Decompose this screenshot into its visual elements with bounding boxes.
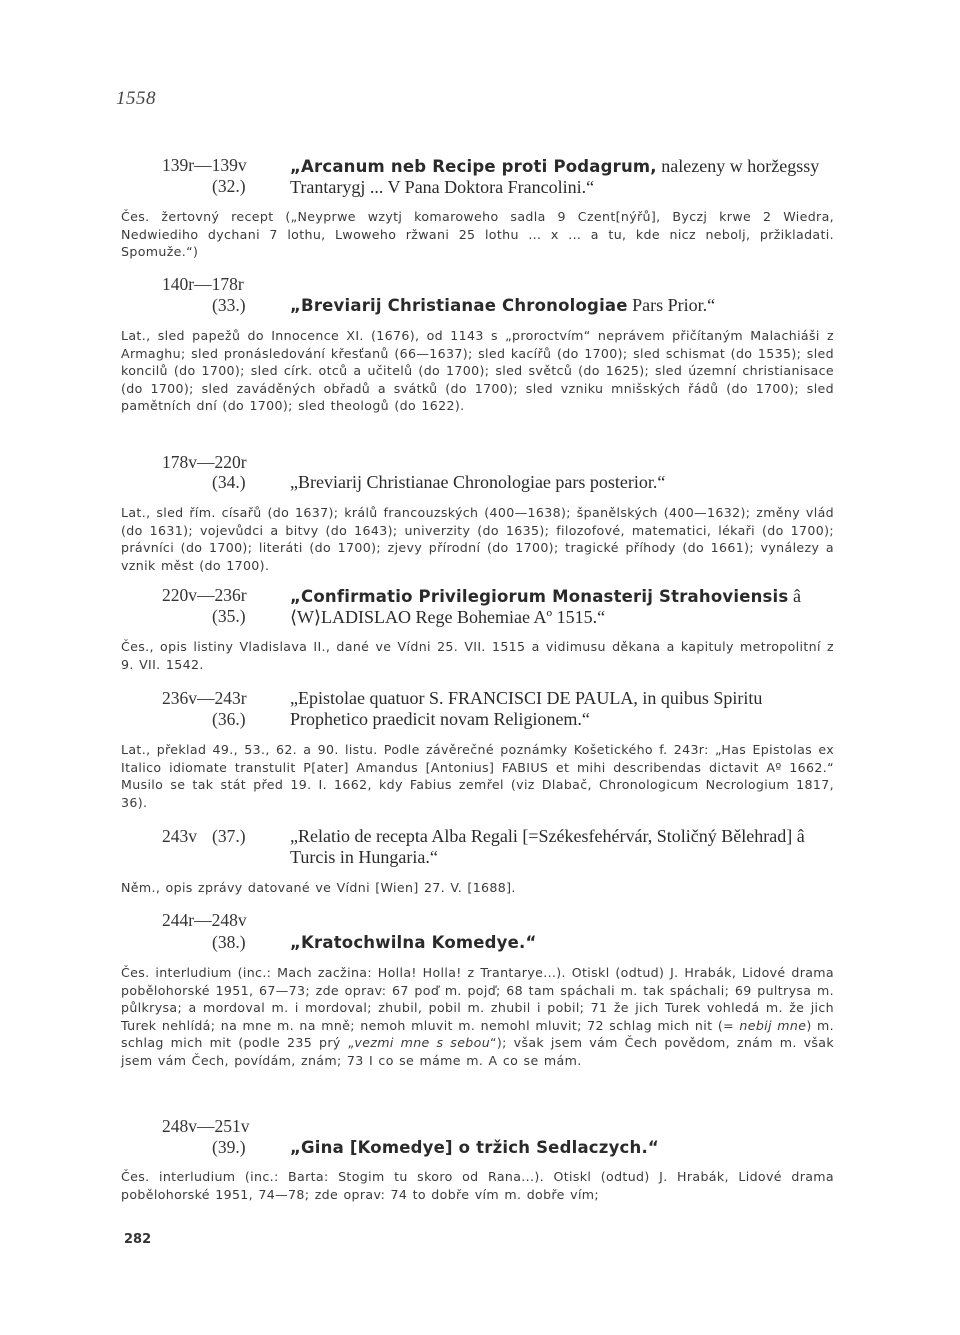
entry-description: Lat., sled papežů do Innocence XI. (1676), od 1143 s „proroctvím“ neprávem přičítaným Malachiáši z Armaghu; sled pronásledování křesťanů (66—1637); sled kacířů (do 1700); sled schismat (do 1535); sled koncilů (do 1700); sled círk. otců a učitelů (do 1700); sled světců (do 1625); sled územní christianisace (do 1700); sled zaváděných obřadů a svátků (do 1700); sled vzniku mnišských řádů (do 1700); sled pamětních dní (do 1700); sled theologů (do 1622). <box>121 328 834 413</box>
entry-description-part: Čes. interludium (inc.: Mach zacžina: Holla! Holla! z Trantarye...). Otiskl (odtud) J. Hrabák, Lidové drama pobělohorské 1951, 67—73; zde oprav: 67 poď m. pojď; 68 tam spáchali m. tak spáchali; 69 pultrysa m. půlkrysa; a mordoval m. i mordoval; zhubil, pobil m. zhubil i pobil; 71 že jich Turek vohledá m. že jich Turek nehlídá; na mne m. na mně; nemoh mluvit m. nemohl mluvit; 72 schlag mich nit (= <box>121 965 834 1033</box>
entry-ref-folios: 220v—236r <box>162 585 247 605</box>
entry-ref-number: (37.) <box>212 826 246 846</box>
entry-ref-folios: 139r—139v <box>162 155 247 175</box>
entry-title <box>290 1137 835 1158</box>
entry-title <box>290 932 835 953</box>
entry-description: Čes., opis listiny Vladislava II., dané ve Vídni 25. VII. 1515 a vidimusu děkana a kapituly metropolitní z 9. VII. 1542. <box>121 639 834 672</box>
entry-ref-folios: 244r—248v <box>162 910 247 930</box>
entry-title <box>290 586 835 628</box>
entry-title <box>290 295 835 316</box>
entry-title-bold: „Confirmatio Privilegiorum Monasterij Strahoviensis <box>290 587 789 606</box>
entry-description-italic: vezmi mne s sebou <box>354 1035 491 1050</box>
entry-title <box>290 156 835 198</box>
entry-description-part: “); však jsem vám Čech povědom, znám m. však jsem vám Čech, povídám, znám; 73 I co se máme m. A co se mám. <box>121 1035 834 1068</box>
entry-title <box>290 826 838 868</box>
entry-description <box>121 964 834 1069</box>
entry-description: Čes. interludium (inc.: Barta: Stogim tu skoro od Rana...). Otiskl (odtud) J. Hrabák, Lidové drama pobělohorské 1951, 74—78; zde oprav: 74 to dobře vím m. dobře vím; <box>121 1169 834 1202</box>
entry-ref-number: (32.) <box>212 176 246 196</box>
entry-title-bold: „Breviarij Christianae Chronologiae <box>290 296 628 315</box>
entry-title-rest: „Relatio de recepta Alba Regali [=Székesfehérvár, Stoličný Bělehrad] â Turcis in Hungaria.“ <box>290 826 805 867</box>
entry-title <box>290 688 840 730</box>
entry-title-rest: Pars Prior.“ <box>627 295 716 315</box>
page-number: 1558 <box>116 88 156 109</box>
entry-ref-number: (39.) <box>212 1137 246 1157</box>
entry-description: Lat., sled řím. císařů (do 1637); králů francouzských (400—1638); španělských (400—1632); změny vlád (do 1631); vojevůdci a bitvy (do 1643); univerzity (do 1635); filozofové, matematici, lékaři (do 1700); právníci (do 1700); literáti (do 1700); zjevy přírodní (do 1700); tragické příhody (do 1661); vynálezy a vznik měst (do 1700). <box>121 505 834 573</box>
entry-description-part: ) m. schlag mich mit (podle 235 prý „ <box>121 1017 834 1050</box>
entry-ref-number: (34.) <box>212 472 246 492</box>
entry-ref-folios: 178v—220r <box>162 452 247 472</box>
entry-ref-folios: 236v—243r <box>162 688 247 708</box>
entry-ref-folios: 248v—251v <box>162 1116 250 1136</box>
entry-ref-number: (36.) <box>212 709 246 729</box>
entry-title-rest: „Breviarij Christianae Chronologiae pars posterior.“ <box>290 472 666 492</box>
entry-title-bold: „Kratochwilna Komedye.“ <box>290 933 537 952</box>
entry-description: Něm., opis zprávy datované ve Vídni [Wien] 27. V. [1688]. <box>121 880 516 895</box>
entry-ref-number: (33.) <box>212 295 246 315</box>
entry-ref-folios: 243v <box>162 826 197 846</box>
entry-title-rest: nalezeny w horžegssy Trantarygj ... V Pana Doktora Francolini.“ <box>290 156 820 197</box>
entry-ref-number: (35.) <box>212 606 246 626</box>
entry-title-rest: â ⟨W⟩LADISLAO Rege Bohemiae Aº 1515.“ <box>290 586 801 627</box>
entry-title-rest: „Epistolae quatuor S. FRANCISCI DE PAULA, in quibus Spiritu Prophetico praedicit novam Religionem.“ <box>290 688 763 729</box>
entry-description: Čes. žertovný recept („Neyprwe wzytj komaroweho sadla 9 Czent[nýřů], Byczj krwe 2 Wiedra, Nedwiediho dychani 7 lothu, Lwoweho ržwani 25 lothu ... x ... a tu, kde nicz nebolj, pržikladati. Spomuže.“) <box>121 209 834 259</box>
entry-title-bold: „Arcanum neb Recipe proti Podagrum, <box>290 157 657 176</box>
entry-title-bold: „Gina [Komedye] o tržich Sedlaczych.“ <box>290 1138 659 1157</box>
entry-description: Lat., překlad 49., 53., 62. a 90. listu. Podle závěrečné poznámky Košetického f. 243r: „Has Epistolas ex Italico idiomate transtulit P[ater] Amandus [Antonius] FABIUS et mihi describendas dictavit Aº 1662.“ Musilo se tak stát před 19. I. 1662, kdy Fabius zemřel (viz Dlabač, Chronologicum Necrologium 1817, 36). <box>121 742 834 810</box>
footer-page-number: 282 <box>124 1232 152 1247</box>
entry-title <box>290 472 835 493</box>
entry-ref-folios: 140r—178r <box>162 274 244 294</box>
entry-description-italic: nebij mne <box>739 1017 807 1033</box>
entry-ref-number: (38.) <box>212 932 246 952</box>
